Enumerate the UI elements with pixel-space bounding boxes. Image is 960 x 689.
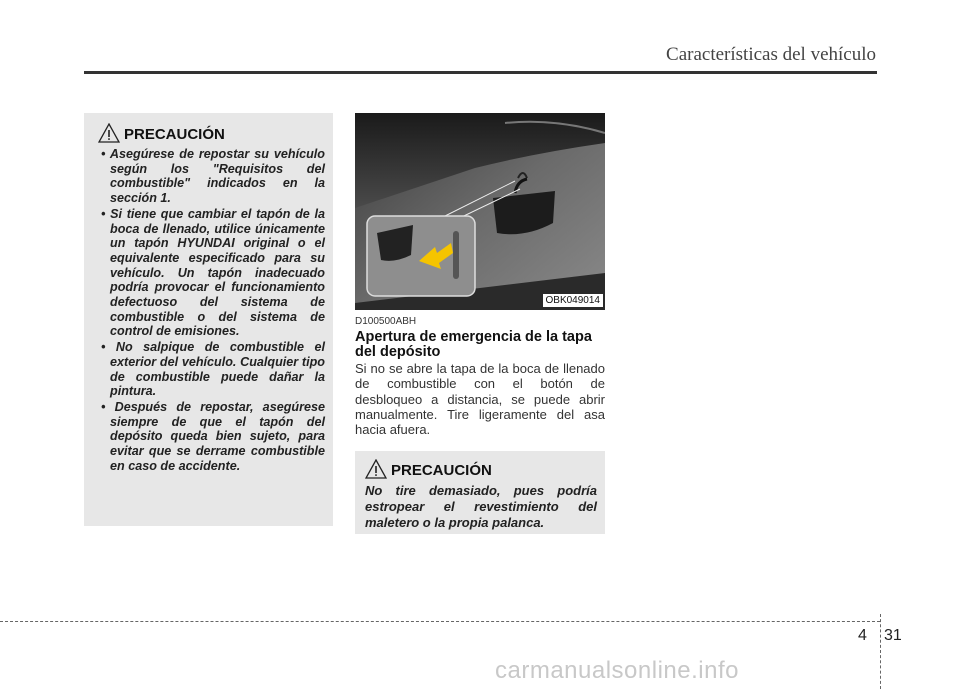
caution-box-right	[355, 451, 605, 534]
caution-box-left	[84, 113, 333, 526]
caution-header	[98, 123, 325, 143]
warning-triangle-icon	[365, 459, 387, 479]
caution-header	[365, 459, 597, 479]
section-title: Apertura de emergencia de la tapa del depósito	[355, 329, 592, 360]
caution-item: • Asegúrese de repostar su vehículo según los "Requisitos del combustible" indicados en la sección 1.	[101, 147, 325, 206]
caution-item: • Después de repostar, asegúrese siempre de que el tapón del depósito queda bien sujeto, para evitar que se derrame combustible en caso de accidente.	[101, 399, 325, 473]
section-body: Si no se abre la tapa de la boca de llenado de combustible con el botón de desbloqueo a distancia, se puede abrir manualmente. Tire ligeramente del asa hacia afuera.	[355, 361, 605, 438]
warning-triangle-icon	[98, 123, 120, 143]
footer-rule	[0, 621, 880, 622]
header-rule	[84, 71, 877, 74]
emergency-handle-photo	[355, 113, 605, 310]
caution-item: • No salpique de combustible el exterior del vehículo. Cualquier tipo de combustible puede dañar la pintura.	[101, 340, 325, 399]
caution-title: PRECAUCIÓN	[124, 126, 225, 143]
chapter-number: 4	[858, 627, 867, 644]
figure-code: OBK049014	[543, 294, 604, 307]
caution-text: No tire demasiado, pues podría estropear el revestimiento del maletero o la propia palanca.	[365, 483, 597, 530]
caution-title: PRECAUCIÓN	[391, 462, 492, 479]
section-code: D100500ABH	[355, 316, 417, 327]
watermark: carmanualsonline.info	[495, 657, 739, 684]
header-title: Características del vehículo	[666, 44, 876, 65]
trunk-illustration	[355, 113, 605, 310]
caution-item: • Si tiene que cambiar el tapón de la boca de llenado, utilice únicamente un tapón HYUNDAI original o el equivalente especificado para su vehículo. Un tapón inadecuado podría provocar el funcionamiento defectuoso del sistema de combustible o del sistema de control de emisiones.	[101, 206, 325, 339]
caution-list	[98, 147, 325, 473]
page-number: 31	[884, 627, 902, 644]
footer-divider	[880, 614, 881, 689]
